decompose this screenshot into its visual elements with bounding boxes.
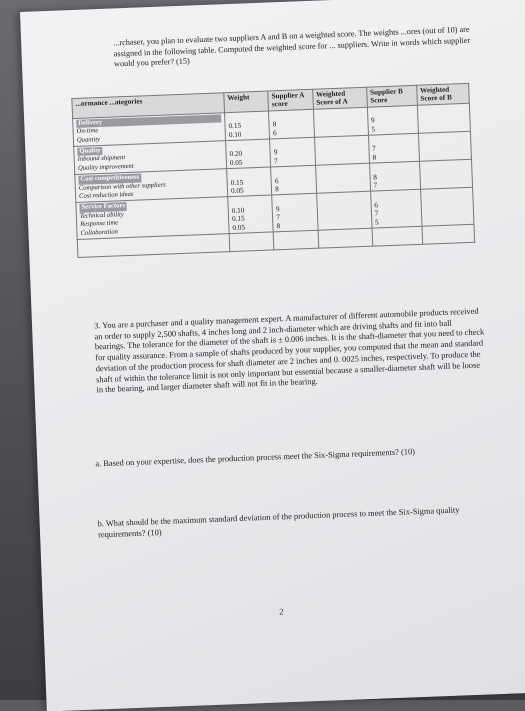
weight-value: 0.15 [230,178,244,187]
item-label: Response time [80,219,119,229]
score-b-cell [369,162,420,192]
weight-value: 0.10 [228,130,242,139]
weight-cell [228,195,274,233]
item-label: Quality improvement [77,162,134,172]
score-a-value: 8 [276,221,281,230]
blank-cell [422,224,475,244]
score-b-value: 5 [374,218,379,227]
blank-cell [372,226,423,246]
weight-value: 0.05 [229,158,243,167]
score-b-value: 7 [374,209,379,218]
category-cell [76,197,229,239]
score-b-value: 9 [370,116,375,125]
item-label: Technical ability [79,211,124,220]
score-b-cell [368,133,419,163]
item-label: Quantity [76,135,101,144]
question-3b-text: b. What should be the maximum standard deviation of the production process to meet the Six-Sigma quality requirements? (10) [97,505,460,540]
score-b-value: 5 [371,125,376,134]
weight-value: 0.15 [231,214,245,224]
score-a-cell [270,137,315,167]
score-a-value: 9 [275,205,280,214]
weight-cell [226,139,271,169]
question-intro: ...rchaser, you plan to evaluate two suppliers A and B on a weighted score. The weights ...ores (out of 10) are assigned in the following table. Computed the weighted score for ... suppliers. Write in words which supplier would you prefer? (15) [113,24,471,69]
weights-table [71,83,475,258]
item-label: Inbound shipment [77,154,126,164]
score-b-value: 7 [372,144,376,154]
item-label: On-time [76,127,99,136]
paper-sheet [20,0,525,711]
score-b-cell [367,105,418,135]
header-supplier-a-score: Supplier A score [268,89,313,111]
item-label: Cost reduction ideas [78,190,134,200]
score-b-value: 7 [373,181,378,190]
score-a-value: 8 [272,120,277,129]
score-b-value: 8 [372,153,377,162]
category-quality: Quality [77,147,103,156]
header-supplier-b-score: Supplier B Score [366,85,417,107]
weight-value: 0.05 [230,186,244,196]
weighted-b-cell [419,160,472,190]
score-b-value: 6 [374,201,379,210]
category-service: Service Factors [79,203,127,213]
weighted-b-cell [418,131,471,161]
weight-value: 0.05 [232,223,246,232]
weighted-a-cell [316,192,371,231]
score-b-value: 8 [373,173,378,182]
blank-cell [273,230,318,250]
score-a-value: 6 [272,128,277,137]
weighted-a-cell [313,107,368,137]
score-a-value: 7 [276,213,281,222]
weight-value: 0.10 [231,206,245,215]
weighted-b-cell [420,188,474,227]
weighted-b-cell [417,103,470,133]
category-cost: Cost competitiveness [78,174,141,185]
score-a-cell [272,194,318,232]
header-weighted-b: Weighted Score of B [416,83,469,105]
blank-cell [229,232,274,252]
header-weight: Weight [224,91,269,112]
weighted-a-cell [314,135,369,165]
weighted-a-cell [315,163,370,193]
score-a-value: 7 [273,157,278,166]
weight-cell [227,167,272,197]
score-a-value: 8 [275,185,279,194]
header-categories: ...ormance ...ategories [72,93,225,119]
item-label: Comparison with other suppliers [78,181,166,192]
blank-cell [318,228,373,248]
header-weighted-a: Weighted Score of A [312,87,367,109]
item-label: Collaboration [80,228,119,237]
weight-value: 0.20 [229,150,243,159]
weight-cell [224,111,269,141]
category-delivery: Delivery [76,114,221,128]
score-b-cell [370,190,421,229]
question-3a-text: a. Based on your expertise, does the production process meet the Six-Sigma requirements? (10) [95,447,416,469]
question-3-text: 3. You are a purchaser and a quality management expert. A manufacturer of different automobile products received an order to supply 2,500 shafts, 4 inches long and 2 inch-diameter which are driving shafts and fit into ball bearings. The tolerance for the diameter of the shaft is ± 0.006 inches. It is the shaft-diameter that you need to check for quality assurance. From a sample of shafts produced by your supplier, you computed that the mean and standard deviation of the production process for shaft diameter are 2 inches and 0. 0025 inches, respectively. To produce the shaft of within the tolerance limit is not only important but essential because a smaller-diameter shaft will be loose in the bearing, and larger diameter shaft will not fit in the bearing. [93,306,485,395]
score-a-value: 9 [273,148,278,157]
page-number: 2 [279,606,284,617]
score-a-cell [269,109,314,139]
score-a-value: 6 [274,176,279,185]
weight-value: 0.15 [228,121,242,131]
score-a-cell [271,166,316,196]
